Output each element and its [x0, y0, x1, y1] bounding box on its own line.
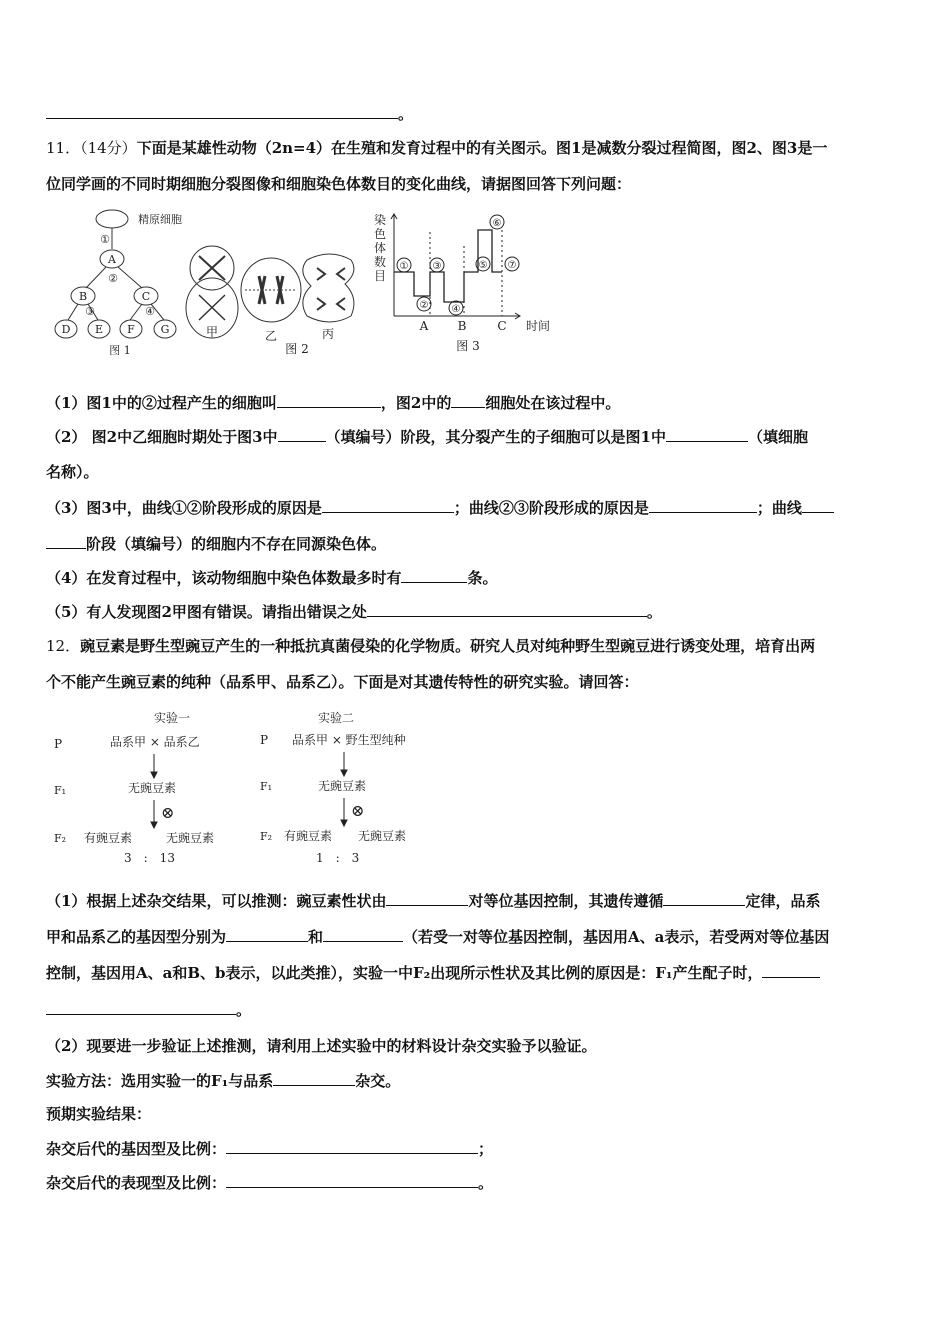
answer-blank[interactable] — [386, 890, 468, 906]
exp2-f1: 无豌豆素 — [318, 779, 367, 793]
fig3-xtick-B: B — [457, 319, 467, 333]
fig3-phase-5: ⑤ — [478, 260, 488, 271]
q11-stem-line1: 11．（14分）下面是某雄性动物（2n=4）在生殖和发育过程中的有关图示。图1是减数分裂过程简图，图2、图3是一 — [46, 139, 828, 157]
fig1-step-4: ④ — [145, 305, 155, 318]
exp1-ratio: 3 : 13 — [124, 851, 175, 865]
q11-part2-cont: 名称）。 — [46, 463, 99, 481]
q11-part3: （3）图3中，曲线①②阶段形成的原因是 ；曲线②③阶段形成的原因是 ；曲线 — [46, 497, 834, 518]
exp1-parents: 品系甲 × 品系乙 — [110, 735, 200, 749]
exp2-gen-p: P — [260, 733, 269, 747]
exp1-f2-none: 无豌豆素 — [166, 831, 215, 845]
q12-part1-line4: 。 — [46, 999, 251, 1020]
answer-blank[interactable] — [762, 962, 820, 978]
fig1-node-F: F — [127, 323, 135, 336]
fig3-phase-1: ① — [399, 261, 409, 272]
fig3-xlabel: 时间 — [525, 319, 551, 333]
fig3-ylabel-5: 目 — [373, 269, 387, 283]
q12-number: 12． — [46, 637, 81, 655]
fig2-label-bing: 丙 — [321, 327, 335, 341]
fig3-xtick-C: C — [497, 319, 507, 333]
exp2-gen-f2: F₂ — [260, 830, 273, 843]
fig2-label-jia: 甲 — [205, 325, 219, 339]
answer-blank[interactable] — [226, 1172, 478, 1188]
fig3-ylabel-1: 染 — [373, 213, 387, 227]
q11-part2: （2） 图2中乙细胞时期处于图3中 （填编号）阶段，其分裂产生的子细胞可以是图1中 （填细胞 — [46, 428, 809, 446]
figure-2-cell-images — [185, 220, 357, 355]
exp2-gen-f1: F₁ — [260, 780, 273, 793]
q11-score: （14分） — [80, 139, 137, 157]
fig3-xtick-A: A — [419, 319, 429, 333]
fig1-node-C: C — [141, 290, 151, 303]
fig1-node-E: E — [94, 323, 104, 336]
q12-method: 实验方法：选用实验一的F₁与品系 杂交。 — [46, 1072, 401, 1090]
figure-3-chromosome-curve — [370, 210, 560, 358]
answer-blank[interactable] — [278, 426, 326, 442]
fig3-phase-4: ④ — [451, 304, 461, 315]
answer-blank[interactable] — [46, 103, 398, 119]
exp1-title: 实验一 — [154, 711, 191, 725]
q11-part4: （4）在发育过程中，该动物细胞中染色体数最多时有 条。 — [46, 569, 498, 587]
fig1-step-2: ② — [108, 272, 118, 285]
fig3-ylabel-4: 数 — [373, 255, 387, 269]
fig3-caption: 图 3 — [456, 339, 480, 353]
answer-blank[interactable] — [273, 1070, 355, 1086]
figure-1-meiosis-diagram — [50, 208, 190, 358]
fig1-node-D: D — [61, 323, 71, 336]
fig1-node-G: G — [160, 323, 170, 336]
answer-blank[interactable] — [226, 1138, 478, 1154]
answer-blank[interactable] — [451, 392, 485, 408]
answer-blank[interactable] — [46, 999, 236, 1015]
answer-blank[interactable] — [322, 497, 454, 513]
answer-blank[interactable] — [666, 426, 748, 442]
q12-stem-line2: 个不能产生豌豆素的纯种（品系甲、品系乙）。下面是对其遗传特性的研究实验。请回答： — [46, 673, 639, 691]
fig1-step-1: ① — [100, 233, 110, 246]
fig1-step-3: ③ — [85, 305, 95, 318]
exp2-self-symbol: ⊗ — [351, 801, 365, 820]
answer-blank[interactable] — [277, 392, 381, 408]
q12-part1-line1: （1）根据上述杂交结果，可以推测：豌豆素性状由 对等位基因控制，其遗传遵循 定律，品系 — [46, 892, 821, 910]
q12-genotype: 杂交后代的基因型及比例： ； — [46, 1140, 494, 1158]
fig3-ylabel-3: 体 — [373, 241, 387, 255]
fig3-phase-2: ② — [419, 300, 429, 311]
exp1-gen-p: P — [54, 737, 63, 751]
answer-blank[interactable] — [401, 567, 467, 583]
answer-blank[interactable] — [46, 533, 86, 549]
exp2-f2-none: 无豌豆素 — [358, 829, 407, 843]
answer-blank[interactable] — [649, 497, 757, 513]
exp1-self-symbol: ⊗ — [161, 803, 175, 822]
fig1-node-B: B — [78, 290, 88, 303]
answer-blank[interactable] — [323, 926, 403, 942]
q12-expected: 预期实验结果： — [46, 1105, 152, 1123]
fig1-node-A: A — [108, 253, 116, 266]
fig3-phase-3: ③ — [432, 261, 442, 272]
exp1-f2-has: 有豌豆素 — [84, 831, 133, 845]
fig3-ylabel-2: 色 — [373, 227, 387, 241]
exp2-title: 实验二 — [318, 711, 355, 725]
q12-phenotype: 杂交后代的表现型及比例： 。 — [46, 1174, 494, 1192]
q12-part2: （2）现要进一步验证上述推测，请利用上述实验中的材料设计杂交实验予以验证。 — [46, 1037, 597, 1055]
exp2-ratio: 1 : 3 — [316, 851, 360, 865]
q11-part3-cont: 阶段（填编号）的细胞内不存在同源染色体。 — [46, 533, 386, 554]
q11-number: 11． — [46, 139, 81, 157]
fig2-label-yi: 乙 — [264, 329, 278, 343]
prev-answer-line: 。 — [46, 103, 413, 124]
q11-stem-line2: 位同学画的不同时期细胞分裂图像和细胞染色体数目的变化曲线，请据图回答下列问题： — [46, 175, 632, 193]
q12-part1-line3: 控制，基因用A、a和B、b表示，以此类推），实验一中F₂出现所示性状及其比例的原因是：F₁产生配子时， — [46, 962, 820, 983]
answer-blank[interactable] — [663, 890, 745, 906]
fig2-caption: 图 2 — [285, 342, 309, 355]
q12-part1-line2: 甲和品系乙的基因型分别为 和 （若受一对等位基因控制，基因用A、a表示，若受两对等位基因 — [46, 928, 830, 946]
fig3-phase-7: ⑦ — [507, 260, 517, 271]
answer-blank[interactable] — [802, 497, 834, 513]
answer-blank[interactable] — [226, 926, 308, 942]
q11-part1: （1）图1中的②过程产生的细胞叫 ，图2中的 细胞处在该过程中。 — [46, 394, 621, 412]
answer-blank[interactable] — [367, 601, 647, 617]
exp2-parents: 品系甲 × 野生型纯种 — [292, 733, 406, 747]
q11-part5: （5）有人发现图2甲图有错误。请指出错误之处 。 — [46, 603, 662, 621]
exp2-f2-has: 有豌豆素 — [284, 829, 333, 843]
fig1-caption: 图 1 — [109, 344, 131, 357]
fig3-phase-6: ⑥ — [492, 218, 502, 229]
exp1-gen-f1: F₁ — [54, 784, 67, 797]
fig1-title: 精原细胞 — [138, 213, 182, 226]
q12-stem-line1: 12．豌豆素是野生型豌豆产生的一种抵抗真菌侵染的化学物质。研究人员对纯种野生型豌豆进行诱变处理，培育出两 — [46, 637, 816, 655]
exp1-gen-f2: F₂ — [54, 832, 67, 845]
exp1-f1: 无豌豆素 — [128, 781, 177, 795]
q12-cross-diagram — [48, 708, 428, 868]
